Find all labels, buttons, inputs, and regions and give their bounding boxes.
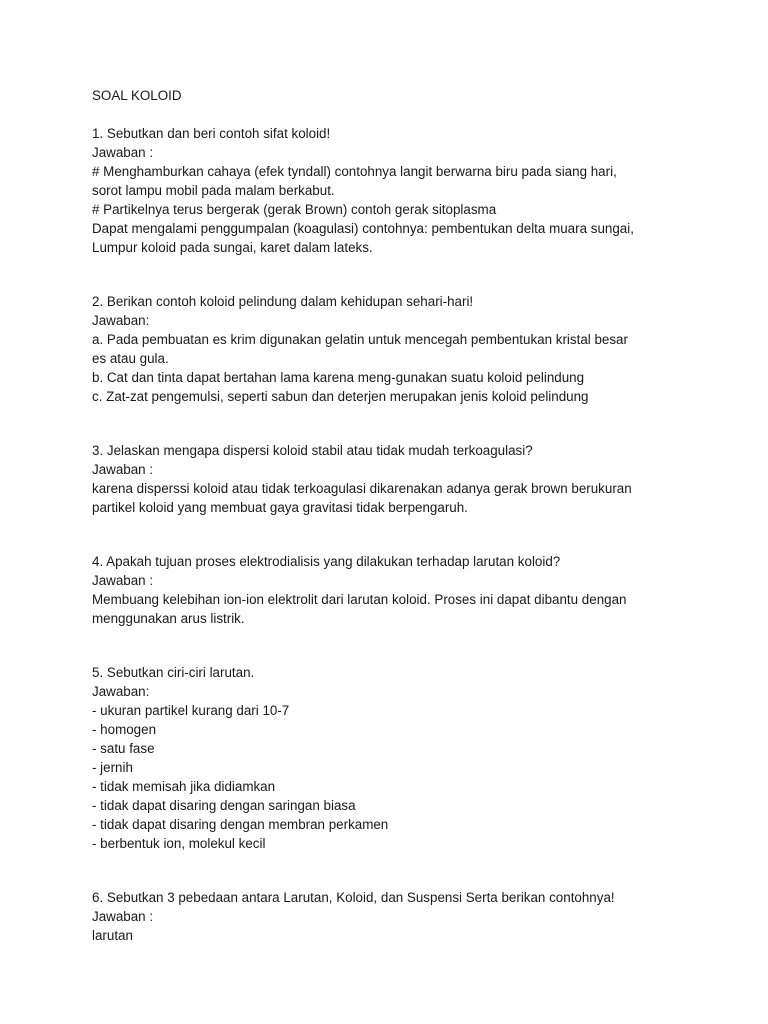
answer-line: - ukuran partikel kurang dari 10-7 xyxy=(92,703,290,718)
answer-line: partikel koloid yang membuat gaya gravitasi tidak berpengaruh. xyxy=(92,500,468,515)
answer-line: karena disperssi koloid atau tidak terkoagulasi dikarenakan adanya gerak brown berukuran xyxy=(92,481,632,496)
answer-line: a. Pada pembuatan es krim digunakan gelatin untuk mencegah pembentukan kristal besar xyxy=(92,332,628,347)
answer-line: larutan xyxy=(92,928,133,943)
question-text: 6. Sebutkan 3 pebedaan antara Larutan, Koloid, dan Suspensi Serta berikan contohnya! xyxy=(92,890,615,905)
answer-line: b. Cat dan tinta dapat bertahan lama karena meng-gunakan suatu koloid pelindung xyxy=(92,370,585,385)
answer-line: Membuang kelebihan ion-ion elektrolit dari larutan koloid. Proses ini dapat dibantu dengan xyxy=(92,592,627,607)
answer-line: c. Zat-zat pengemulsi, seperti sabun dan deterjen merupakan jenis koloid pelindung xyxy=(92,389,589,404)
answer-line: - tidak memisah jika didiamkan xyxy=(92,779,276,794)
answer-line: - satu fase xyxy=(92,741,155,756)
answer-line: - tidak dapat disaring dengan membran perkamen xyxy=(92,817,389,832)
question-block-4 xyxy=(92,552,692,628)
answer-line: Lumpur koloid pada sungai, karet dalam lateks. xyxy=(92,240,373,255)
answer-label: Jawaban: xyxy=(92,684,150,699)
answer-line: es atau gula. xyxy=(92,351,169,366)
answer-label: Jawaban : xyxy=(92,462,154,477)
question-block-5 xyxy=(92,663,692,853)
answer-line: - jernih xyxy=(92,760,133,775)
document-page xyxy=(92,86,692,945)
answer-line: Dapat mengalami penggumpalan (koagulasi) contohnya: pembentukan delta muara sungai, xyxy=(92,221,634,236)
answer-label: Jawaban : xyxy=(92,909,154,924)
question-text: 5. Sebutkan ciri-ciri larutan. xyxy=(92,665,255,680)
answer-label: Jawaban: xyxy=(92,313,150,328)
question-block-2 xyxy=(92,292,692,406)
answer-line: - homogen xyxy=(92,722,157,737)
question-block-6 xyxy=(92,888,692,945)
question-block-3 xyxy=(92,441,692,517)
answer-line: menggunakan arus listrik. xyxy=(92,611,245,626)
answer-line: # Partikelnya terus bergerak (gerak Brown) contoh gerak sitoplasma xyxy=(92,202,497,217)
answer-line: # Menghamburkan cahaya (efek tyndall) contohnya langit berwarna biru pada siang hari, xyxy=(92,164,617,179)
question-text: 3. Jelaskan mengapa dispersi koloid stabil atau tidak mudah terkoagulasi? xyxy=(92,443,533,458)
page-title: SOAL KOLOID xyxy=(92,88,182,103)
answer-line: sorot lampu mobil pada malam berkabut. xyxy=(92,183,335,198)
question-block-1 xyxy=(92,124,692,257)
question-text: 2. Berikan contoh koloid pelindung dalam kehidupan sehari-hari! xyxy=(92,294,474,309)
question-text: 4. Apakah tujuan proses elektrodialisis yang dilakukan terhadap larutan koloid? xyxy=(92,554,561,569)
answer-line: - berbentuk ion, molekul kecil xyxy=(92,836,266,851)
answer-label: Jawaban : xyxy=(92,145,154,160)
question-text: 1. Sebutkan dan beri contoh sifat koloid! xyxy=(92,126,331,141)
answer-line: - tidak dapat disaring dengan saringan biasa xyxy=(92,798,356,813)
answer-label: Jawaban : xyxy=(92,573,154,588)
